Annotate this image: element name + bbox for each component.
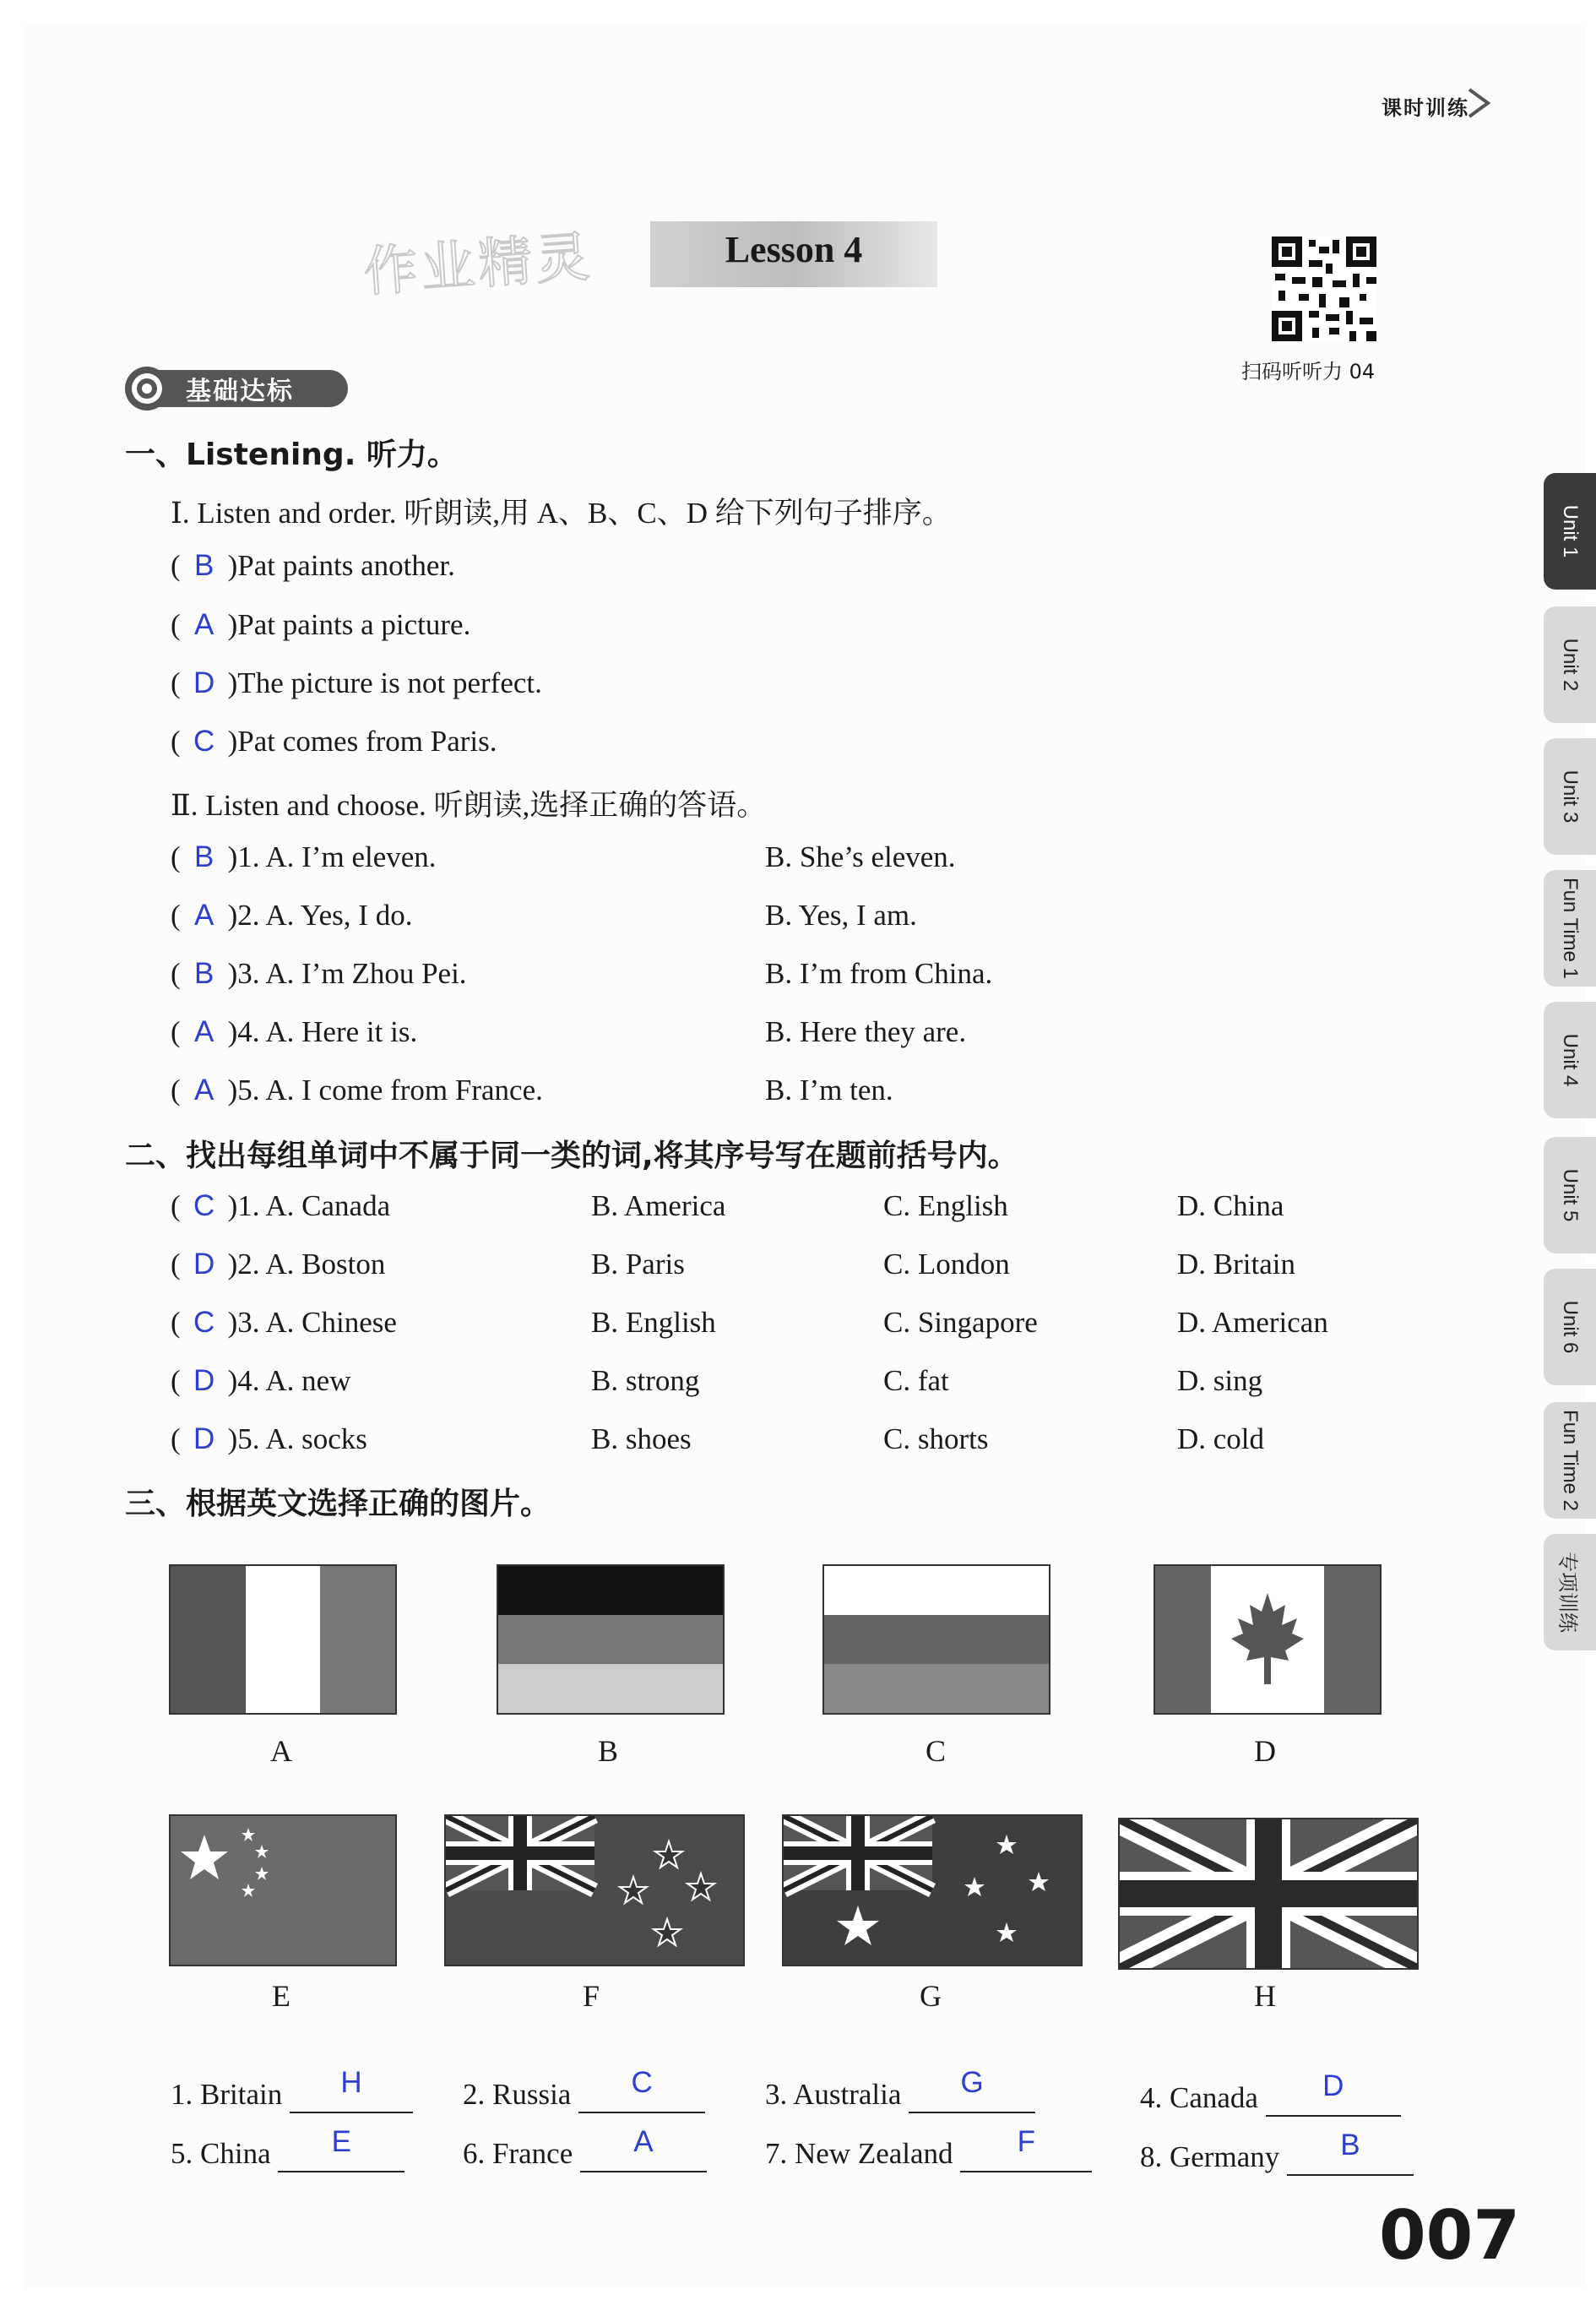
answer-mark: D: [193, 666, 215, 699]
flag-china-image: [169, 1814, 397, 1966]
fill-item: 1. Britain H: [171, 2078, 413, 2113]
list-item: ( B )3. A. I’m Zhou Pei.: [171, 957, 467, 990]
tab-unit-6[interactable]: Unit 6: [1544, 1269, 1596, 1385]
option-b: B. English: [591, 1306, 716, 1339]
fill-item: 8. Germany B: [1140, 2140, 1414, 2176]
qr-code-icon[interactable]: [1272, 237, 1376, 341]
answer-mark: A: [193, 608, 214, 641]
list-item: ( B )1. A. I’m eleven.: [171, 840, 437, 873]
flag-germany-image: [497, 1564, 725, 1715]
answer-blank[interactable]: A: [580, 2137, 707, 2172]
fill-item: 4. Canada D: [1140, 2081, 1401, 2117]
option-d: D. sing: [1177, 1364, 1263, 1397]
flag-label: F: [582, 1979, 600, 2013]
list-item: ( D )The picture is not perfect.: [171, 666, 542, 699]
option-b: B. I’m ten.: [765, 1074, 893, 1107]
flag-label: G: [920, 1979, 942, 2013]
option-b: B. Here they are.: [765, 1015, 967, 1048]
option-b: B. Paris: [591, 1248, 685, 1280]
option-d: D. American: [1177, 1306, 1328, 1339]
flag-canada-image: [1154, 1564, 1382, 1715]
answer-mark: B: [193, 957, 214, 990]
option-b: B. She’s eleven.: [765, 840, 956, 873]
flag-new-zealand-image: [444, 1814, 745, 1966]
answer-mark: B: [193, 549, 214, 582]
flag-label: H: [1254, 1979, 1276, 2013]
option-b: B. I’m from China.: [765, 957, 993, 990]
tab-unit-3[interactable]: Unit 3: [1544, 738, 1596, 855]
flag-russia-image: [822, 1564, 1050, 1715]
answer-blank[interactable]: E: [278, 2137, 404, 2172]
tab-fun-time-1[interactable]: Fun Time 1: [1544, 870, 1596, 987]
list-item: ( D )2. A. Boston: [171, 1248, 386, 1280]
answer-mark: D: [193, 1364, 215, 1397]
list-item: ( A )4. A. Here it is.: [171, 1015, 418, 1048]
list-item: ( A )2. A. Yes, I do.: [171, 899, 413, 932]
tab-unit-1[interactable]: Unit 1: [1544, 473, 1596, 590]
answer-mark: D: [193, 1248, 215, 1280]
option-c: C. English: [883, 1189, 1008, 1222]
list-item: ( D )4. A. new: [171, 1364, 351, 1397]
answer-blank[interactable]: H: [290, 2078, 413, 2113]
flag-australia-image: [782, 1814, 1083, 1966]
answer-blank[interactable]: C: [578, 2078, 705, 2113]
lesson-title: Lesson 4: [725, 229, 863, 270]
option-c: C. shorts: [883, 1422, 989, 1455]
answer-mark: C: [193, 1306, 215, 1339]
answer-mark: C: [193, 725, 215, 758]
fill-item: 5. China E: [171, 2137, 404, 2172]
part2-instruction: Ⅱ. Listen and choose. 听朗读,选择正确的答语。: [171, 789, 767, 822]
fill-item: 3. Australia G: [765, 2078, 1035, 2113]
flag-label: E: [272, 1979, 290, 2013]
chevron-right-icon: [1464, 86, 1495, 120]
tab-unit-5[interactable]: Unit 5: [1544, 1137, 1596, 1253]
answer-blank[interactable]: F: [960, 2137, 1092, 2172]
badge-label: 基础达标: [186, 377, 294, 406]
answer-mark: D: [193, 1422, 215, 1455]
part1-instruction: Ⅰ. Listen and order. 听朗读,用 A、B、C、D 给下列句子排序。: [171, 497, 952, 530]
option-b: B. shoes: [591, 1422, 692, 1455]
option-c: C. fat: [883, 1364, 949, 1397]
option-d: D. China: [1177, 1189, 1284, 1222]
answer-mark: B: [193, 840, 214, 873]
fill-item: 2. Russia C: [463, 2078, 705, 2113]
flag-label: D: [1254, 1734, 1276, 1768]
flag-label: C: [925, 1734, 946, 1768]
fill-item: 7. New Zealand F: [765, 2137, 1092, 2172]
answer-blank[interactable]: B: [1287, 2140, 1414, 2176]
list-item: ( C )1. A. Canada: [171, 1189, 391, 1222]
flag-label: B: [597, 1734, 618, 1768]
answer-mark: A: [193, 1015, 214, 1048]
header-tag: 课时训练: [1382, 96, 1469, 120]
answer-blank[interactable]: D: [1266, 2081, 1401, 2117]
answer-mark: C: [193, 1189, 215, 1222]
answer-blank[interactable]: G: [909, 2078, 1035, 2113]
watermark: 作业精灵: [361, 226, 595, 305]
flag-britain-image: [1118, 1818, 1419, 1970]
page-number: 007: [1379, 2196, 1520, 2275]
tab-fun-time-2[interactable]: Fun Time 2: [1544, 1402, 1596, 1519]
list-item: ( A )Pat paints a picture.: [171, 608, 471, 641]
list-item: ( C )Pat comes from Paris.: [171, 725, 497, 758]
qr-caption: 扫码听听力 04: [1241, 360, 1376, 383]
option-d: D. cold: [1177, 1422, 1265, 1455]
list-item: ( A )5. A. I come from France.: [171, 1074, 543, 1107]
option-d: D. Britain: [1177, 1248, 1295, 1280]
section3-title: 三、根据英文选择正确的图片。: [125, 1487, 551, 1521]
tab-unit-4[interactable]: Unit 4: [1544, 1002, 1596, 1118]
option-c: C. London: [883, 1248, 1010, 1280]
option-c: C. Singapore: [883, 1306, 1038, 1339]
tab-unit-2[interactable]: Unit 2: [1544, 606, 1596, 723]
option-b: B. America: [591, 1189, 726, 1222]
fill-item: 6. France A: [463, 2137, 707, 2172]
option-b: B. Yes, I am.: [765, 899, 917, 932]
flag-label: A: [270, 1734, 292, 1768]
answer-mark: A: [193, 1074, 214, 1107]
list-item: ( B )Pat paints another.: [171, 549, 455, 582]
flag-france-image: [169, 1564, 397, 1715]
option-b: B. strong: [591, 1364, 700, 1397]
answer-mark: A: [193, 899, 214, 932]
tab-special-training[interactable]: 专项训练: [1544, 1534, 1596, 1650]
section1-title: 一、Listening. 听力。: [125, 438, 458, 472]
section2-title: 二、找出每组单词中不属于同一类的词,将其序号写在题前括号内。: [125, 1139, 1018, 1173]
list-item: ( D )5. A. socks: [171, 1422, 367, 1455]
list-item: ( C )3. A. Chinese: [171, 1306, 397, 1339]
